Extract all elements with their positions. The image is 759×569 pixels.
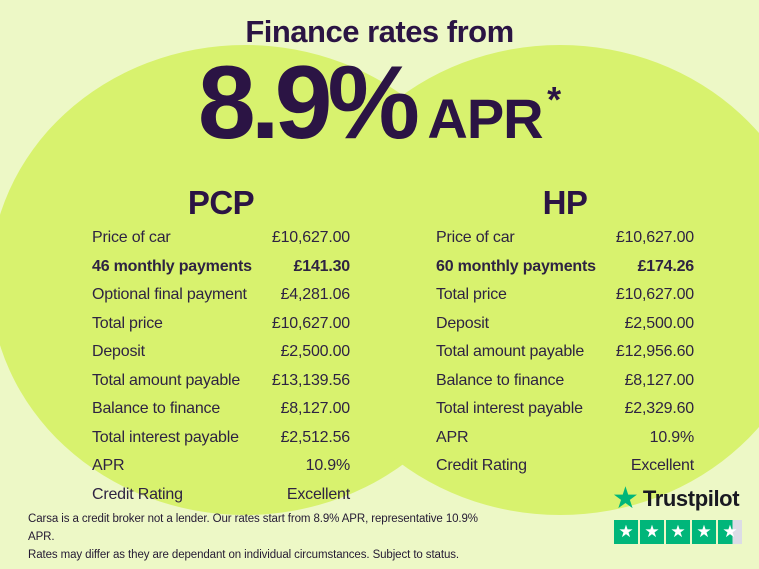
finance-row xyxy=(436,452,694,481)
rate-unit-label: APR xyxy=(427,87,543,150)
row-value: £8,127.00 xyxy=(624,371,694,389)
row-label: Balance to finance xyxy=(92,400,221,417)
row-label: Deposit xyxy=(436,314,489,332)
row-label: Price of car xyxy=(92,229,171,246)
row-label: Credit Rating xyxy=(436,457,527,474)
row-label: Deposit xyxy=(92,343,145,360)
finance-row xyxy=(436,367,694,396)
finance-row xyxy=(92,395,350,424)
row-value: £2,500.00 xyxy=(624,314,694,332)
row-value: Excellent xyxy=(630,457,694,474)
rating-star-icon: ★ xyxy=(614,520,638,544)
rating-star-icon: ★ xyxy=(640,520,664,544)
row-label: Total interest payable xyxy=(436,400,583,417)
rating-star-half-icon: ★ xyxy=(718,520,742,544)
row-label: Total amount payable xyxy=(436,343,585,360)
pcp-heading: PCP xyxy=(187,184,255,221)
row-value: £141.30 xyxy=(293,257,350,275)
disclaimer-text xyxy=(28,511,488,564)
row-label: Credit Rating xyxy=(92,485,183,503)
finance-row xyxy=(92,481,350,510)
row-label: 46 monthly payments xyxy=(92,257,252,275)
row-label: Total interest payable xyxy=(92,428,239,446)
finance-row xyxy=(436,253,694,282)
finance-row xyxy=(92,310,350,339)
row-value: £174.26 xyxy=(637,257,694,275)
row-label: 60 monthly payments xyxy=(436,257,596,275)
finance-row xyxy=(92,253,350,282)
headline-apr-rate xyxy=(0,45,759,186)
finance-rates-title: Finance rates from xyxy=(245,14,514,49)
pcp-table xyxy=(92,186,350,509)
rating-star-icon: ★ xyxy=(692,520,716,544)
row-label: Balance to finance xyxy=(436,371,565,389)
row-label: Price of car xyxy=(436,229,515,246)
trustpilot-star-icon: ★ xyxy=(612,482,639,515)
trustpilot-badge xyxy=(612,484,739,514)
row-label: Total amount payable xyxy=(92,371,241,389)
hp-heading: HP xyxy=(542,184,588,221)
rate-asterisk: * xyxy=(547,79,562,120)
row-value: £2,512.56 xyxy=(280,428,350,446)
finance-row xyxy=(92,452,350,481)
finance-row xyxy=(436,310,694,339)
row-value: Excellent xyxy=(286,485,350,503)
row-value: £10,627.00 xyxy=(271,314,350,332)
trustpilot-rating-stars xyxy=(614,520,742,544)
hp-table xyxy=(436,186,694,481)
row-value: £12,956.60 xyxy=(615,343,694,360)
finance-row xyxy=(436,224,694,253)
finance-row xyxy=(92,424,350,453)
row-value: 10.9% xyxy=(649,428,694,446)
finance-row xyxy=(436,338,694,367)
trustpilot-wordmark: Trustpilot xyxy=(642,486,740,511)
finance-row xyxy=(436,281,694,310)
finance-row xyxy=(92,224,350,253)
disclaimer-line-1: Carsa is a credit broker not a lender. Our rates start from 8.9% APR, representative 10.9% APR. xyxy=(28,513,478,543)
rating-star-icon: ★ xyxy=(666,520,690,544)
row-label: Total price xyxy=(436,286,507,303)
finance-row xyxy=(436,424,694,453)
row-value: £10,627.00 xyxy=(271,229,350,246)
finance-row xyxy=(92,367,350,396)
row-value: £10,627.00 xyxy=(615,286,694,303)
row-value: £4,281.06 xyxy=(280,286,350,303)
row-value: £13,139.56 xyxy=(271,371,350,389)
row-value: £2,329.60 xyxy=(624,400,694,417)
row-value: £10,627.00 xyxy=(615,229,694,246)
row-label: Total price xyxy=(92,314,163,332)
row-label: Optional final payment xyxy=(92,286,247,303)
finance-row xyxy=(92,281,350,310)
row-label: APR xyxy=(436,428,469,446)
row-value: 10.9% xyxy=(305,457,350,474)
finance-row xyxy=(92,338,350,367)
finance-row xyxy=(436,395,694,424)
disclaimer-line-2: Rates may differ as they are dependant on individual circumstances. Subject to status. xyxy=(28,548,459,561)
row-label: APR xyxy=(92,457,125,474)
row-value: £2,500.00 xyxy=(280,343,350,360)
rate-value: 8.9% xyxy=(197,45,415,161)
row-value: £8,127.00 xyxy=(280,400,350,417)
